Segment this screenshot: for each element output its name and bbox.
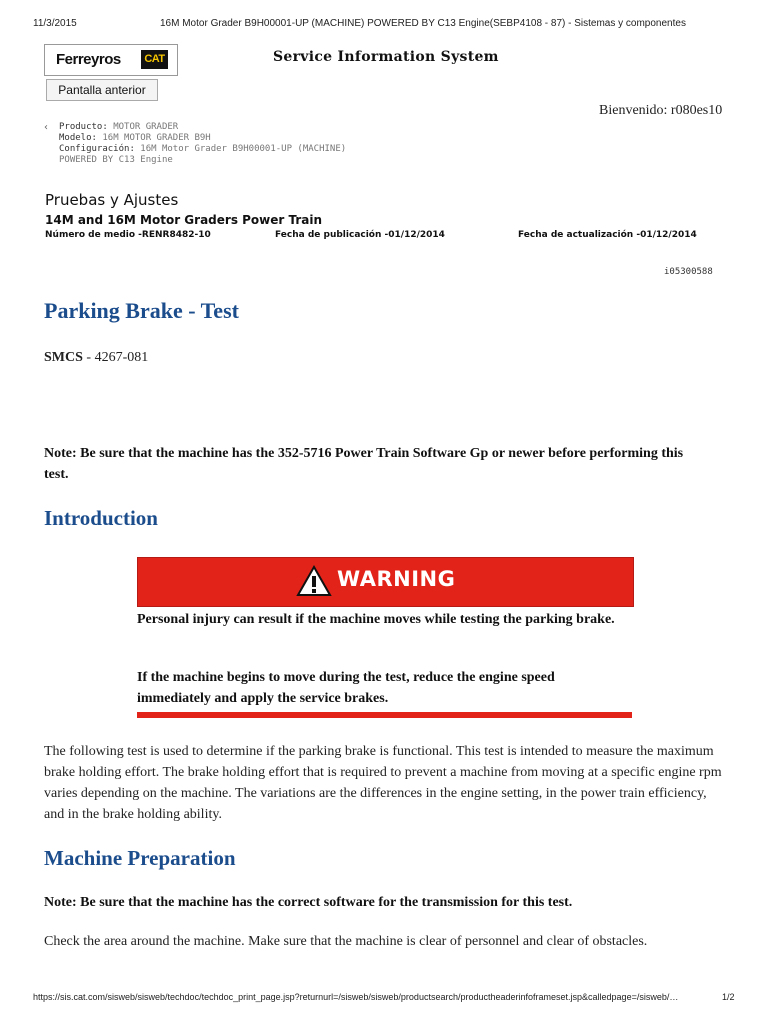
warning-label: WARNING (337, 567, 456, 591)
check-area-paragraph: Check the area around the machine. Make sure that the machine is clear of personnel and clear of obstacles. (44, 934, 648, 949)
doc-id: i05300588 (664, 267, 713, 277)
config-value: 16M Motor Grader B9H00001-UP (MACHINE) (140, 144, 347, 154)
page-number: 1/2 (722, 992, 735, 1002)
doc-title: 14M and 16M Motor Graders Power Train (45, 213, 323, 227)
breadcrumb-config-2 (46, 155, 346, 166)
smcs-label: SMCS (44, 350, 83, 365)
chevron-left-icon[interactable]: ‹ (44, 122, 48, 133)
breadcrumb (46, 122, 346, 166)
print-date: 11/3/2015 (33, 18, 77, 29)
warning-text-1: Personal injury can result if the machine moves while testing the parking brake. (137, 612, 615, 627)
warning-banner (137, 557, 634, 607)
note-software: Note: Be sure that the machine has the 352-5716 Power Train Software Gp or newer before performing this test. (44, 446, 684, 482)
welcome-text: Bienvenido: r080es10 (599, 103, 723, 118)
modelo-label: Modelo: (59, 133, 97, 143)
print-url[interactable]: https://sis.cat.com/sisweb/sisweb/techdoc/techdoc_print_page.jsp?returnurl=/sisweb/sisweb/productsearch/productheaderinfoframeset.jsp&calledpage=/sisweb/… (33, 992, 679, 1002)
note-transmission-software: Note: Be sure that the machine has the correct software for the transmission for this test. (44, 895, 573, 910)
machine-preparation-heading: Machine Preparation (44, 846, 236, 870)
config-label: Configuración: (59, 144, 135, 154)
modelo-value: 16M MOTOR GRADER B9H (102, 133, 211, 143)
introduction-heading: Introduction (44, 506, 158, 530)
cat-badge-text: CAT (144, 53, 165, 65)
cat-badge (141, 50, 168, 69)
publication-date: Fecha de publicación -01/12/2014 (275, 230, 445, 240)
print-title: 16M Motor Grader B9H00001-UP (MACHINE) POWERED BY C13 Engine(SEBP4108 - 87) - Sistemas y componentes (160, 18, 686, 29)
section-title: Pruebas y Ajustes (45, 191, 179, 209)
breadcrumb-producto (46, 122, 346, 133)
breadcrumb-modelo (46, 133, 346, 144)
producto-value: MOTOR GRADER (113, 122, 179, 132)
media-number: Número de medio -RENR8482-10 (45, 230, 211, 240)
test-description-paragraph: The following test is used to determine if the parking brake is functional. This test is intended to measure the maximum brake holding effort. The brake holding effort that is required to prevent a machine from moving at a specific engine rpm varies depending on the machine. The variations are the differences in the engine setting, in the power train efficiency, and in the brake holding ability. (44, 744, 722, 822)
smcs-line (44, 350, 148, 366)
page-heading: Parking Brake - Test (44, 298, 239, 323)
back-button[interactable]: Pantalla anterior (46, 79, 158, 101)
ferreyros-cat-logo (44, 44, 178, 76)
logo-text: Ferreyros (56, 51, 121, 68)
producto-label: Producto: (59, 122, 108, 132)
warning-triangle-icon (296, 565, 332, 597)
system-title: Service Information System (273, 49, 499, 65)
update-date: Fecha de actualización -01/12/2014 (518, 230, 697, 240)
config-value-2: POWERED BY C13 Engine (59, 155, 173, 165)
warning-rule (137, 712, 632, 718)
warning-text-2: If the machine begins to move during the test, reduce the engine speed immediately and apply the service brakes. (137, 670, 555, 706)
breadcrumb-config (46, 144, 346, 155)
smcs-value: - 4267-081 (82, 350, 149, 365)
